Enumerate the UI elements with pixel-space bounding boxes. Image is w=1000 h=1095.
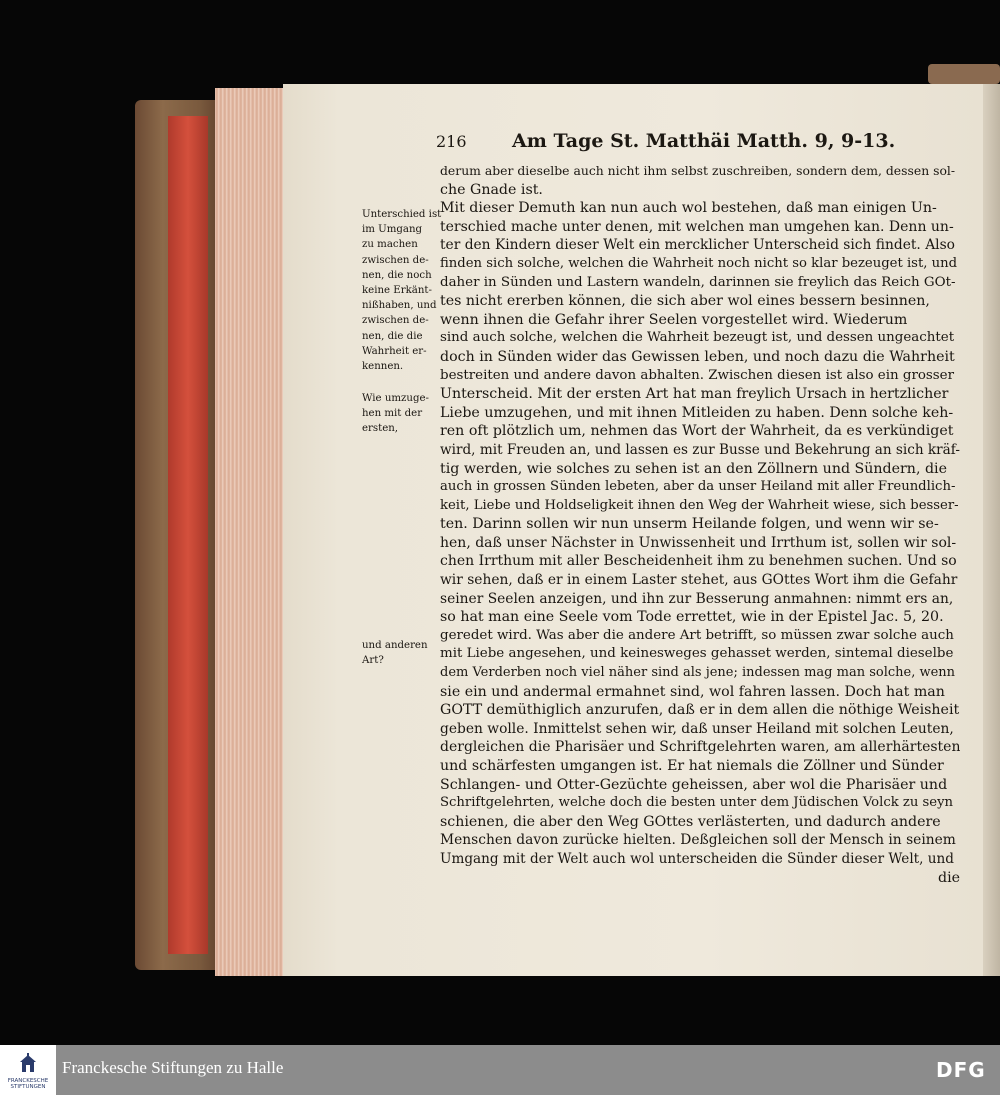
text-line: terschied mache unter denen, mit welchen man umgehen kan. Denn un- [440, 218, 954, 235]
text-line: Schlangen- und Otter-Gezüchte geheissen, aber wol die Pharisäer und [440, 776, 948, 793]
margin-note-line: Wahrheit er- [362, 345, 427, 357]
text-line: doch in Sünden wider das Gewissen leben, und noch dazu die Wahrheit [440, 348, 955, 365]
viewer-footer [0, 1045, 1000, 1095]
margin-note-line: und anderen [362, 640, 428, 651]
margin-note-line: Wie umzuge- [362, 393, 429, 404]
margin-note-2 [362, 391, 440, 437]
logo-text: FRANCKESCHE STIFTUNGEN [7, 1078, 49, 1090]
text-line: hen, daß unser Nächster in Unwissenheit und Irrthum ist, sollen wir sol- [440, 534, 957, 551]
margin-note-line: zwischen de- [362, 254, 429, 266]
margin-note-line: nen, die noch [362, 269, 432, 281]
text-line: che Gnade ist. [440, 181, 543, 198]
margin-note-line: zu machen [362, 239, 418, 251]
text-line: bestreiten und andere davon abhalten. Zwischen diesen ist also ein grosser [440, 367, 955, 383]
margin-note-3 [362, 638, 440, 668]
margin-note-line: im Umgang [362, 224, 423, 236]
text-line: sie ein und andermal ermahnet sind, wol fahren lassen. Doch hat man [440, 683, 945, 700]
margin-note-line: nißhaben, und [362, 300, 437, 312]
margin-note-line: Unterschied ist [362, 209, 442, 220]
text-line: Unterscheid. Mit der ersten Art hat man freylich Ursach in hertzlicher [440, 386, 949, 403]
text-line: sind auch solche, welchen die Wahrheit bezeugt ist, und dessen ungeachtet [440, 330, 955, 346]
text-line: schienen, die aber den Weg GOttes verlästerten, und dadurch andere [440, 813, 941, 830]
text-line: tes nicht ererben können, die sich aber wol eines bessern besinnen, [440, 293, 930, 310]
orphanage-building-icon [19, 1053, 37, 1073]
text-line: derum aber dieselbe auch nicht ihm selbst zuschreiben, sondern dem, dessen sol- [440, 163, 956, 178]
text-line: Umgang mit der Welt auch wol unterscheiden die Sünder dieser Welt, und [440, 850, 954, 867]
page-number: 216 [436, 132, 467, 151]
text-line: dem Verderben noch viel näher sind als jene; indessen mag man solche, wenn [440, 665, 956, 681]
margin-note-line: ersten, [362, 423, 399, 435]
margin-note-line: keine Erkänt- [362, 285, 432, 297]
margin-note-line: hen mit der [362, 408, 423, 420]
margin-note-line: Art? [362, 655, 384, 667]
text-line: auch in grossen Sünden lebeten, aber da unser Heiland mit aller Freundlich- [440, 479, 956, 495]
text-line: wird, mit Freuden an, und lassen es zur Busse und Bekehrung an sich kräf- [440, 441, 960, 458]
body-text [440, 162, 960, 887]
text-line: tig werden, wie solches zu sehen ist an den Zöllnern und Sündern, die [440, 460, 947, 477]
red-page-edge [168, 116, 208, 954]
text-line: Schriftgelehrten, welche doch die besten unter dem Jüdischen Volck zu seyn [440, 795, 954, 811]
text-line: wir sehen, daß er in einem Laster stehet, aus GOttes Wort ihm die Gefahr [440, 572, 958, 589]
text-line: ren oft plötzlich um, nehmen das Wort der Wahrheit, da es verkündiget [440, 423, 954, 440]
text-line: mit Liebe angesehen, und keinesweges gehasset werden, sintemal dieselbe [440, 646, 954, 662]
text-line: Liebe umzugehen, und mit ihnen Mitleiden zu haben. Denn solche keh- [440, 404, 954, 421]
running-title: Am Tage St. Matthäi Matth. 9, 9-13. [512, 130, 896, 152]
margin-note-line: kennen. [362, 361, 404, 373]
institution-name[interactable]: Franckesche Stiftungen zu Halle [62, 1058, 284, 1077]
book-cover-corner [928, 64, 1000, 84]
margin-note-line: zwischen de- [362, 315, 429, 327]
text-line: finden sich solche, welchen die Wahrheit noch nicht so klar bezeuget ist, und [440, 255, 958, 271]
text-line: ter den Kindern dieser Welt ein mercklicher Unterscheid sich findet. Also [440, 237, 955, 254]
institution-logo[interactable] [0, 1045, 56, 1095]
text-line: Mit dieser Demuth kan nun auch wol bestehen, daß man einigen Un- [440, 200, 937, 217]
text-line: die [937, 869, 960, 886]
text-line: GOTT demüthiglich anzurufen, daß er in dem allen die nöthige Weisheit [440, 702, 960, 719]
text-line: wenn ihnen die Gefahr ihrer Seelen vorgestellet wird. Wiederum [440, 311, 908, 328]
text-line: geredet wird. Was aber die andere Art betrifft, so müssen zwar solche auch [440, 627, 954, 643]
page-gutter [983, 84, 1000, 976]
text-line: chen Irrthum mit aller Bescheidenheit ihm zu benehmen suchen. Und so [440, 553, 957, 570]
text-line: dergleichen die Pharisäer und Schriftgelehrten waren, am allerhärtesten [440, 739, 960, 756]
text-line: und schärfesten umgangen ist. Er hat niemals die Zöllner und Sünder [440, 758, 944, 774]
text-line: daher in Sünden und Lastern wandeln, darinnen sie freylich das Reich GOt- [440, 274, 956, 290]
margin-note-1 [362, 207, 440, 374]
margin-note-line: nen, die die [362, 330, 423, 342]
text-line: Menschen davon zurücke hielten. Deßgleichen soll der Mensch in seinem [440, 832, 956, 849]
dfg-logo[interactable]: DFG [936, 1058, 986, 1082]
text-line: seiner Seelen anzeigen, und ihn zur Besserung anmahnen: nimmt ers an, [440, 590, 954, 607]
text-line: keit, Liebe und Holdseligkeit ihnen den Weg der Wahrheit wiese, sich besser- [440, 497, 959, 513]
running-head [436, 130, 956, 156]
text-line: geben wolle. Inmittelst sehen wir, daß unser Heiland mit solchen Leuten, [440, 720, 954, 737]
text-line: ten. Darinn sollen wir nun unserm Heilande folgen, und wenn wir se- [440, 516, 939, 533]
text-line: so hat man eine Seele vom Tode errettet, wie in der Epistel Jac. 5, 20. [440, 609, 944, 626]
